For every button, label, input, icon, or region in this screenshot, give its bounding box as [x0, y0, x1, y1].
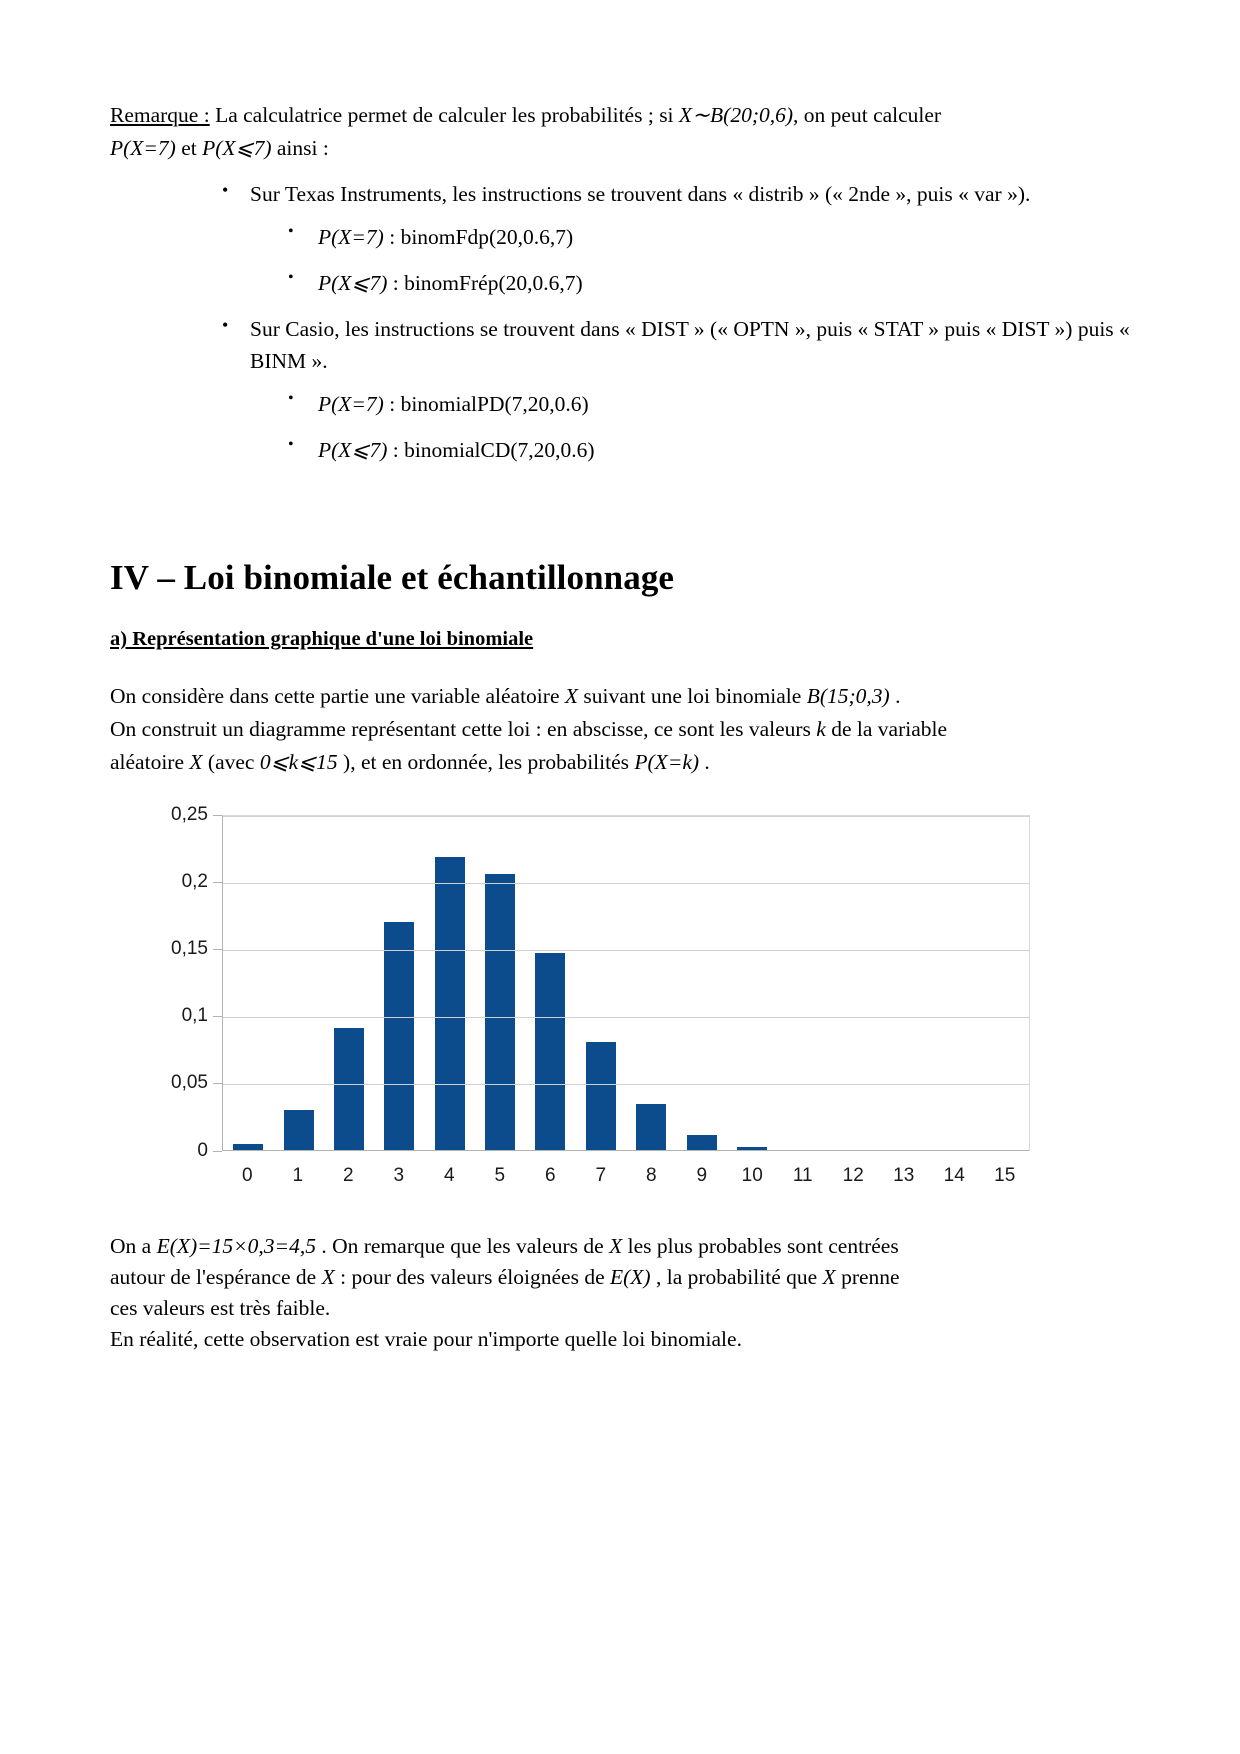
- chart-x-tick-label: 5: [494, 1164, 506, 1186]
- chart-x-tick-label: 12: [842, 1164, 864, 1186]
- chart-x-tick-label: 14: [943, 1164, 965, 1186]
- formula-label: P(X⩽7): [318, 270, 388, 295]
- chart-bar: [586, 1042, 616, 1151]
- chart-plot-area: [222, 815, 1030, 1151]
- chart-bar-cell: [273, 816, 323, 1151]
- outro-text: prenne: [835, 1264, 900, 1289]
- list-item: [110, 313, 1140, 466]
- chart-bar-cell: [727, 816, 777, 1151]
- list-item: [110, 178, 1140, 299]
- chart-bar-cell: [223, 816, 273, 1151]
- remark-prob-eq-math: P(X=7): [110, 136, 176, 161]
- chart-y-tick-mark: [213, 1016, 222, 1017]
- casio-sub-list: [250, 388, 1140, 467]
- remark-mid-text: et: [175, 136, 203, 161]
- binomial-law-math: B(15;0,3): [806, 684, 890, 709]
- expectation-math-short: E(X): [610, 1264, 651, 1289]
- remark-paragraph: [110, 100, 1140, 131]
- chart-y-tick-mark: [213, 882, 222, 883]
- calculator-instruction-list: [110, 178, 1140, 466]
- chart-y-tick-label: 0,25: [171, 803, 208, 825]
- chart-x-tick-label: 0: [241, 1164, 253, 1186]
- intro-text: .: [699, 750, 710, 775]
- chart-x-axis: [223, 1150, 1029, 1151]
- chart-gridline: [223, 950, 1029, 951]
- chart-bar: [535, 953, 565, 1151]
- chart-x-tick-label: 7: [595, 1164, 607, 1186]
- chart-bar-cell: [878, 816, 928, 1151]
- chart-y-tick-mark: [213, 949, 222, 950]
- outro-line-2: [110, 1262, 1140, 1293]
- intro-text: suivant une loi binomiale: [578, 684, 807, 709]
- chart-x-tick-label: 11: [792, 1164, 813, 1186]
- chart-bar-cell: [777, 816, 827, 1151]
- formula-label: P(X⩽7): [318, 437, 388, 462]
- remark-distribution-math: X∼B(20;0,6): [678, 103, 794, 127]
- chart-y-tick-label: 0,15: [171, 938, 208, 959]
- list-item: [250, 267, 1140, 299]
- formula-command: : binomFdp(20,0.6,7): [383, 224, 574, 249]
- chart-bar-cell: [576, 816, 626, 1151]
- list-item-label: Sur Texas Instruments, les instructions se trouvent dans « distrib » (« 2nde », puis « var »).: [250, 182, 1031, 207]
- chart-gridline: [223, 816, 1029, 817]
- chart-bar-cell: [828, 816, 878, 1151]
- chart-y-tick-mark: [213, 815, 222, 816]
- remark-paragraph-line2: [110, 133, 1140, 164]
- chart-bar-cell: [324, 816, 374, 1151]
- chart-x-tick-label: 9: [696, 1164, 708, 1186]
- outro-text: . On remarque que les valeurs de: [315, 1233, 610, 1258]
- list-item: [250, 221, 1140, 253]
- chart-bars: [223, 816, 1029, 1151]
- chart-y-tick-mark: [213, 1083, 222, 1084]
- formula-command: : binomialCD(7,20,0.6): [387, 437, 595, 462]
- chart-bar-cell: [928, 816, 978, 1151]
- outro-text: , la probabilité que: [650, 1264, 823, 1289]
- intro-text: On construit un diagramme représentant cette loi : en abscisse, ce sont les valeurs: [110, 717, 817, 742]
- list-item: [250, 388, 1140, 420]
- chart-bar: [284, 1110, 314, 1151]
- ti-sub-list: [250, 221, 1140, 300]
- list-item: [250, 434, 1140, 466]
- chart-y-tick-label: 0,2: [181, 870, 208, 892]
- outro-line-4: En réalité, cette observation est vraie pour n'importe quelle loi binomiale.: [110, 1327, 742, 1352]
- formula-command: : binomialPD(7,20,0.6): [383, 391, 589, 416]
- remark-text-a: La calculatrice permet de calculer les probabilités ; si: [209, 103, 679, 127]
- bullet-icon: •: [288, 268, 294, 286]
- binomial-distribution-chart: [110, 803, 1030, 1203]
- chart-x-tick-label: 15: [994, 1164, 1016, 1186]
- outro-line-1: [110, 1231, 1140, 1262]
- chart-x-tick-label: 3: [393, 1164, 405, 1186]
- chart-y-tick-label: 0: [197, 1139, 208, 1161]
- chart-bar-cell: [676, 816, 726, 1151]
- intro-text: .: [889, 684, 901, 709]
- intro-text: On considère dans cette partie une variable aléatoire: [110, 684, 565, 709]
- chart-bar: [485, 874, 515, 1151]
- range-math: 0⩽k⩽15: [259, 750, 338, 775]
- variable-x: X: [609, 1233, 623, 1258]
- intro-paragraph: [110, 681, 1140, 779]
- outro-text: les plus probables sont centrées: [622, 1233, 899, 1258]
- remark-end-text: ainsi :: [271, 136, 329, 161]
- intro-text: aléatoire: [110, 750, 190, 775]
- section-heading: IV – Loi binomiale et échantillonnage: [110, 558, 675, 598]
- chart-bar: [384, 922, 414, 1150]
- chart-bar: [334, 1028, 364, 1151]
- variable-x: X: [564, 684, 578, 709]
- subsection-heading: a) Représentation graphique d'une loi binomiale: [110, 628, 534, 651]
- chart-x-tick-label: 6: [544, 1164, 556, 1186]
- chart-x-tick-label: 1: [292, 1164, 304, 1186]
- remark-label: Remarque :: [110, 103, 210, 127]
- intro-line-1: [110, 681, 1140, 712]
- probability-math: P(X=k): [634, 750, 700, 775]
- conclusion-paragraph: [110, 1231, 1140, 1356]
- outro-line-3: ces valeurs est très faible.: [110, 1295, 331, 1320]
- chart-bar: [435, 857, 465, 1151]
- chart-bar: [687, 1135, 717, 1151]
- outro-text: On a: [110, 1233, 157, 1258]
- remark-text-b: , on peut calculer: [793, 103, 942, 127]
- chart-x-tick-label: 13: [893, 1164, 915, 1186]
- chart-x-tick-label: 8: [645, 1164, 657, 1186]
- chart-bar-cell: [525, 816, 575, 1151]
- bullet-icon: •: [222, 315, 229, 336]
- outro-text: : pour des valeurs éloignées de: [334, 1264, 610, 1289]
- expectation-math: E(X)=15×0,3=4,5: [156, 1233, 316, 1258]
- intro-line-2: [110, 714, 1140, 745]
- remark-prob-le-math: P(X⩽7): [202, 136, 272, 161]
- bullet-icon: •: [288, 435, 294, 453]
- variable-x: X: [189, 750, 203, 775]
- chart-gridline: [223, 883, 1029, 884]
- formula-command: : binomFrép(20,0.6,7): [387, 270, 583, 295]
- chart-bar-cell: [979, 816, 1029, 1151]
- chart-x-tick-label: 2: [342, 1164, 354, 1186]
- chart-gridline: [223, 1017, 1029, 1018]
- variable-k: k: [816, 717, 826, 742]
- chart-x-tick-label: 10: [741, 1164, 763, 1186]
- chart-bar-cell: [425, 816, 475, 1151]
- chart-y-tick-label: 0,05: [171, 1072, 208, 1094]
- variable-x: X: [822, 1264, 836, 1289]
- intro-text: ), et en ordonnée, les probabilités: [337, 750, 635, 775]
- chart-y-tick-mark: [213, 1151, 222, 1152]
- intro-text: de la variable: [825, 717, 948, 742]
- chart-bar-cell: [626, 816, 676, 1151]
- chart-bar-cell: [475, 816, 525, 1151]
- bullet-icon: •: [288, 389, 294, 407]
- intro-text: (avec: [202, 750, 260, 775]
- chart-y-tick-label: 0,1: [181, 1005, 208, 1027]
- chart-bar: [636, 1104, 666, 1151]
- chart-x-tick-label: 4: [443, 1164, 455, 1186]
- variable-x: X: [321, 1264, 335, 1289]
- bullet-icon: •: [222, 180, 229, 201]
- outro-text: autour de l'espérance de: [110, 1264, 322, 1289]
- list-item-label: Sur Casio, les instructions se trouvent dans « DIST » (« OPTN », puis « STAT » puis « DIST ») puis « BINM ».: [250, 317, 1130, 374]
- formula-label: P(X=7): [318, 224, 384, 249]
- bullet-icon: •: [288, 222, 294, 240]
- chart-canvas: [110, 803, 1030, 1203]
- intro-line-3: [110, 747, 1140, 778]
- formula-label: P(X=7): [318, 391, 384, 416]
- chart-bar-cell: [374, 816, 424, 1151]
- chart-gridline: [223, 1084, 1029, 1085]
